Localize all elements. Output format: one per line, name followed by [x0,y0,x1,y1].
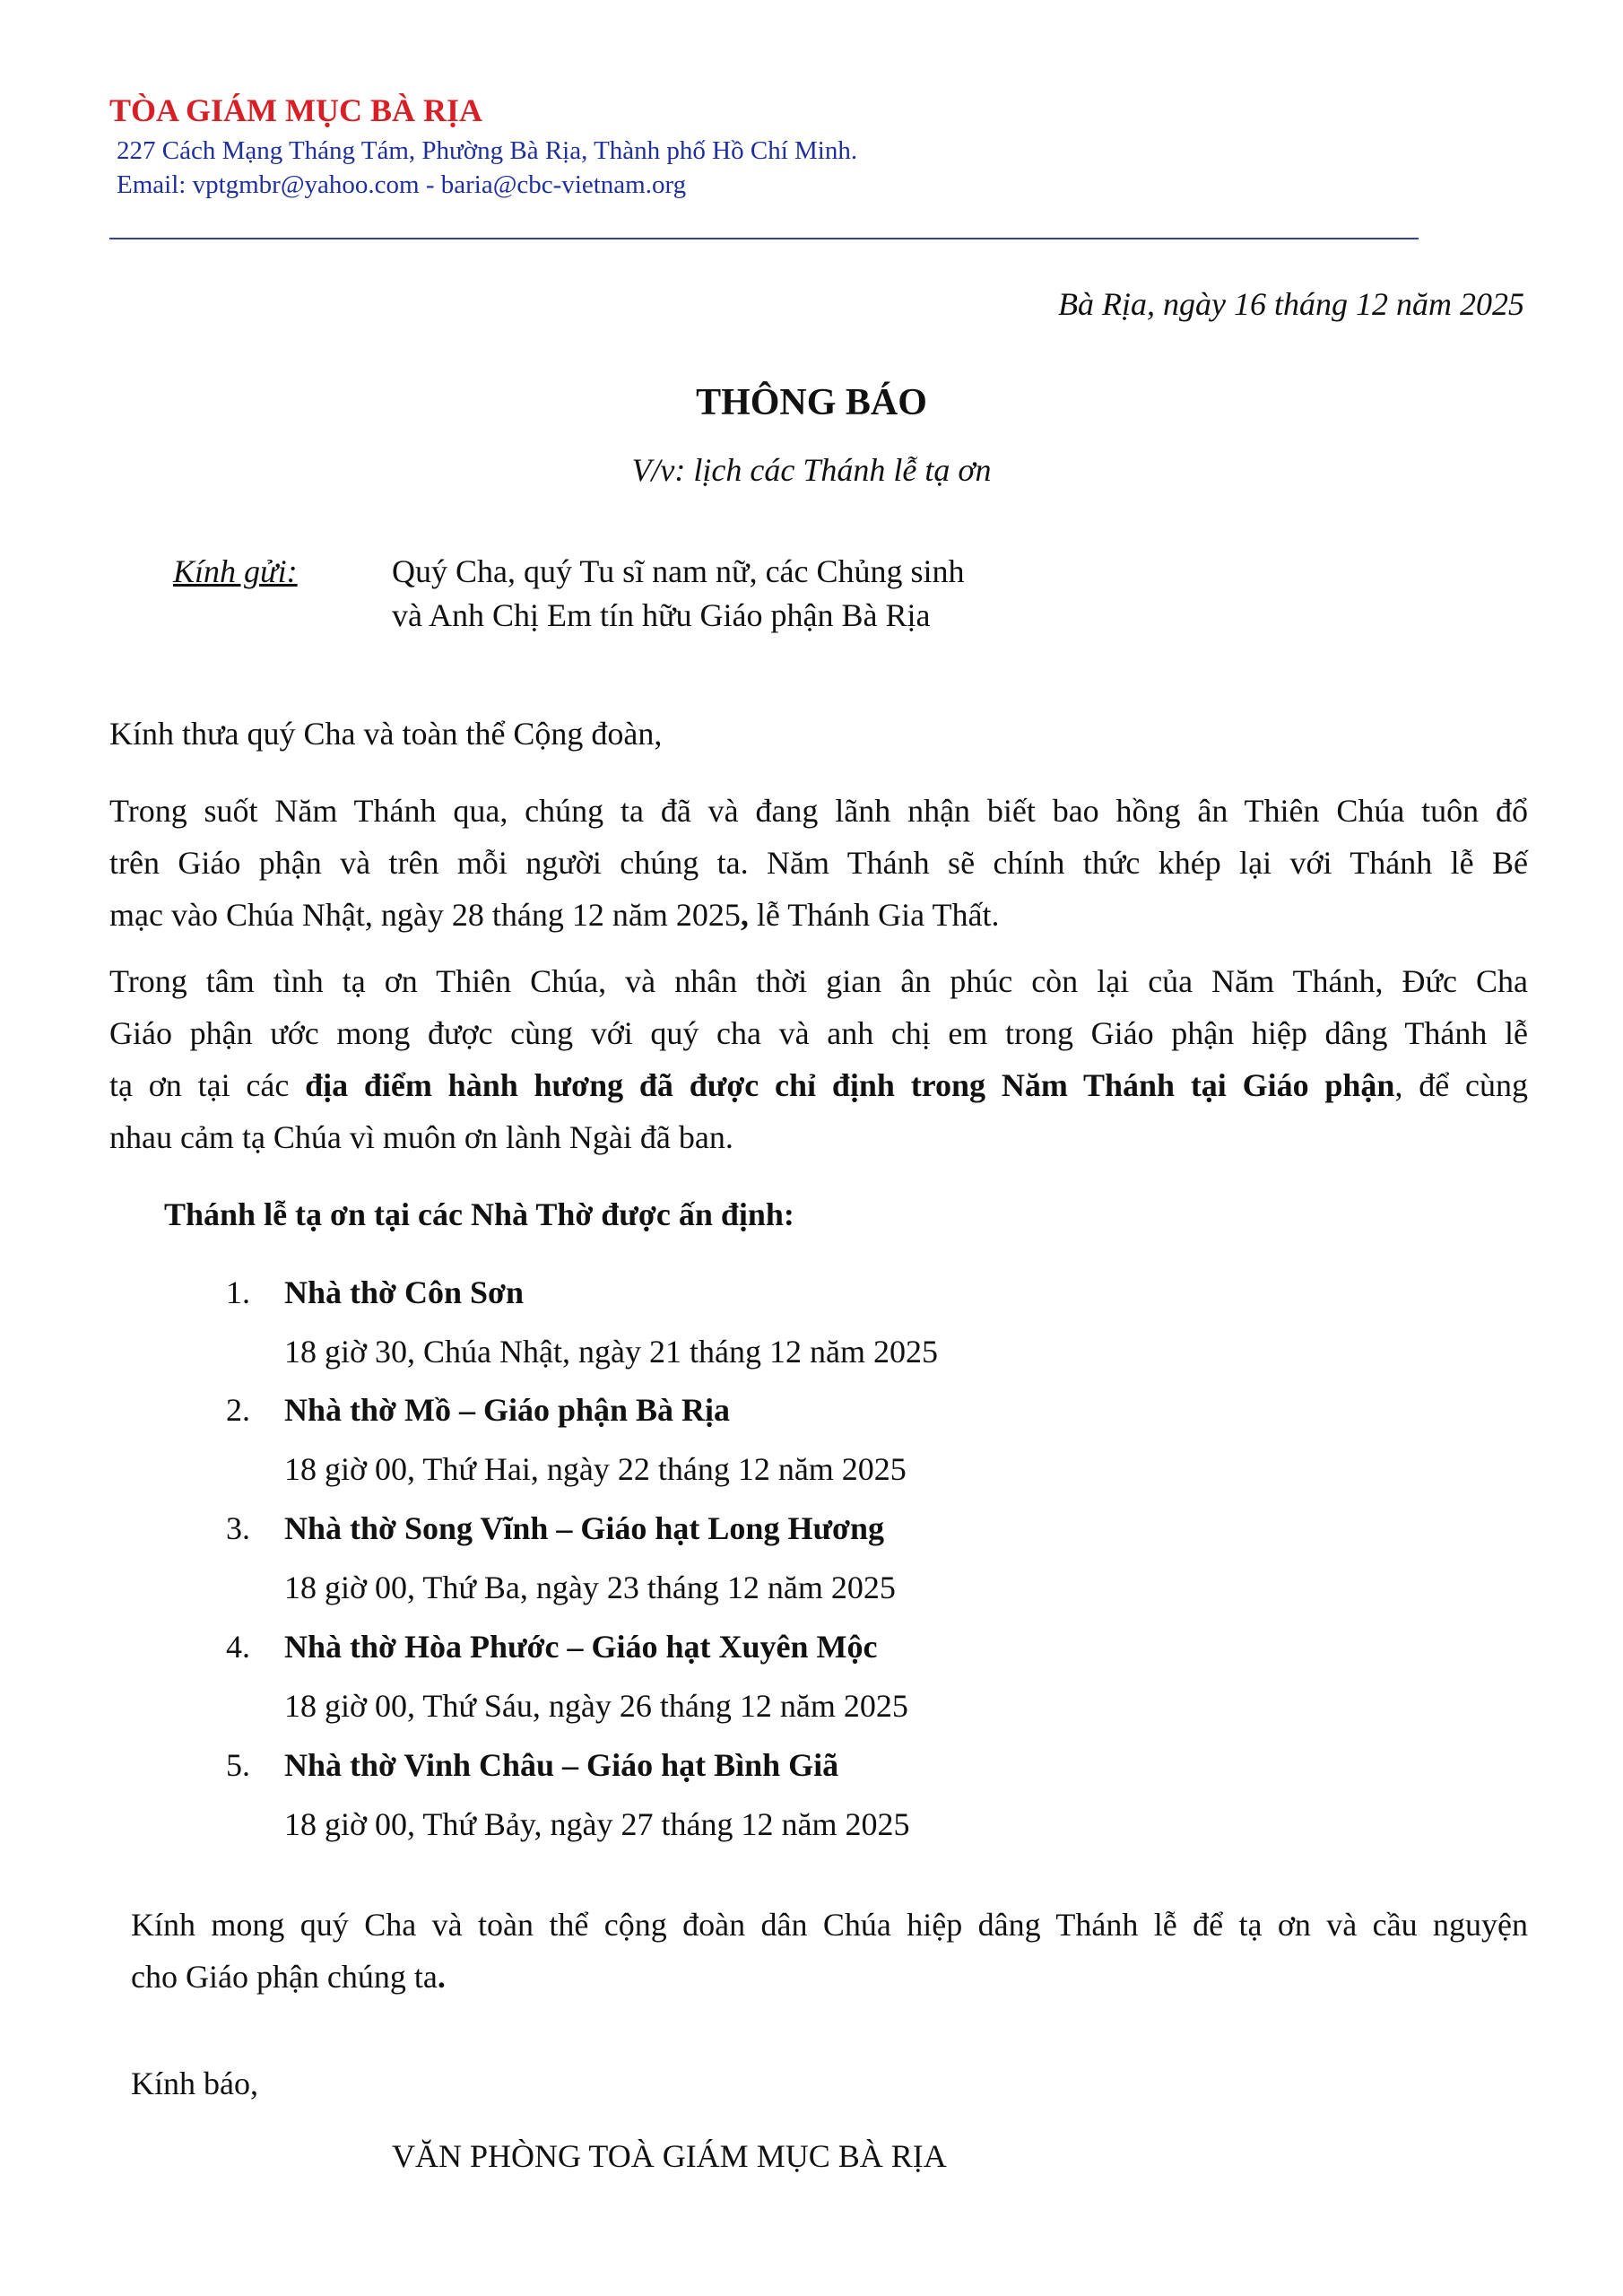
schedule-item-church: Nhà thờ Mồ – Giáo phận Bà Rịa [284,1392,731,1428]
org-address: 227 Cách Mạng Tháng Tám, Phường Bà Rịa, Thành phố Hồ Chí Minh. [117,136,858,165]
schedule-heading: Thánh lễ tạ ơn tại các Nhà Thờ được ấn định: [164,1196,794,1232]
schedule-item-number: 4. [226,1629,250,1665]
closing-paragraph [131,1899,1528,2003]
paragraph-2-line-3-start: tạ ơn tại các [109,1067,306,1103]
document-subtitle: V/v: lịch các Thánh lễ tạ ơn [631,452,992,488]
paragraph-2 [109,955,1528,1163]
org-email: Email: vptgmbr@yahoo.com - baria@cbc-vietnam.org [117,170,687,199]
schedule-item-number: 1. [226,1274,250,1310]
paragraph-2-line-1: Trong tâm tình tạ ơn Thiên Chúa, và nhân thời gian ân phúc còn lại của Năm Thánh, Đức Cha [109,963,1528,999]
recipient-line-1: Quý Cha, quý Tu sĩ nam nữ, các Chủng sinh [392,553,965,589]
schedule-item-number: 5. [226,1747,250,1783]
schedule-item-number: 3. [226,1510,250,1546]
schedule-item-church: Nhà thờ Hòa Phước – Giáo hạt Xuyên Mộc [284,1629,878,1665]
paragraph-1-line-2: trên Giáo phận và trên mỗi người chúng ta. Năm Thánh sẽ chính thức khép lại với Thánh lễ Bế [109,845,1528,881]
closing-line-2-text: cho Giáo phận chúng ta [131,1959,438,1995]
schedule-item-time: 18 giờ 30, Chúa Nhật, ngày 21 tháng 12 năm 2025 [284,1334,938,1370]
org-name: TÒA GIÁM MỤC BÀ RỊA [109,92,483,128]
closing-line-1: Kính mong quý Cha và toàn thể cộng đoàn dân Chúa hiệp dâng Thánh lễ để tạ ơn và cầu nguyện [131,1907,1528,1943]
schedule-item-number: 2. [226,1392,250,1428]
letterhead-divider [109,238,1419,239]
paragraph-2-line-2: Giáo phận ước mong được cùng với quý cha và anh chị em trong Giáo phận hiệp dâng Thánh lễ [109,1015,1528,1051]
dateline: Bà Rịa, ngày 16 tháng 12 năm 2025 [1058,286,1524,322]
paragraph-2-line-3 [109,1059,1528,1111]
paragraph-2-line-3-end: , để cùng [1394,1067,1528,1103]
paragraph-1-line-3-text: mạc vào Chúa Nhật, ngày 28 tháng 12 năm 2025 [109,897,741,933]
greeting: Kính thưa quý Cha và toàn thể Cộng đoàn, [109,716,663,752]
schedule-item-time: 18 giờ 00, Thứ Ba, ngày 23 tháng 12 năm 2025 [284,1570,896,1605]
paragraph-1-line-3 [109,889,1528,941]
schedule-item-church: Nhà thờ Côn Sơn [284,1274,524,1310]
paragraph-1-bold-comma: , [740,897,749,933]
closing-bold-period: . [437,1959,446,1995]
recipient-line-2: và Anh Chị Em tín hữu Giáo phận Bà Rịa [392,597,931,633]
schedule-item-church: Nhà thờ Song Vĩnh – Giáo hạt Long Hương [284,1510,885,1546]
paragraph-1-line-1: Trong suốt Năm Thánh qua, chúng ta đã và đang lãnh nhận biết bao hồng ân Thiên Chúa tuôn đổ [109,793,1528,829]
schedule-item-time: 18 giờ 00, Thứ Bảy, ngày 27 tháng 12 năm 2025 [284,1806,910,1842]
schedule-item-time: 18 giờ 00, Thứ Hai, ngày 22 tháng 12 năm 2025 [284,1451,907,1487]
document-title: THÔNG BÁO [696,382,927,423]
paragraph-2-bold-phrase: địa điểm hành hương đã được chỉ định trong Năm Thánh tại Giáo phận [305,1067,1395,1103]
recipient-label: Kính gửi: [173,553,298,589]
closing-line-2 [131,1951,1528,2003]
paragraph-1-line-3-end: lễ Thánh Gia Thất. [748,897,1000,933]
paragraph-1 [109,785,1528,941]
schedule-item-time: 18 giờ 00, Thứ Sáu, ngày 26 tháng 12 năm 2025 [284,1688,908,1724]
signoff: Kính báo, [131,2066,258,2101]
paragraph-2-line-4: nhau cảm tạ Chúa vì muôn ơn lành Ngài đã ban. [109,1119,733,1155]
schedule-item-church: Nhà thờ Vinh Châu – Giáo hạt Bình Giã [284,1747,839,1783]
signature-office: VĂN PHÒNG TOÀ GIÁM MỤC BÀ RỊA [392,2138,947,2174]
